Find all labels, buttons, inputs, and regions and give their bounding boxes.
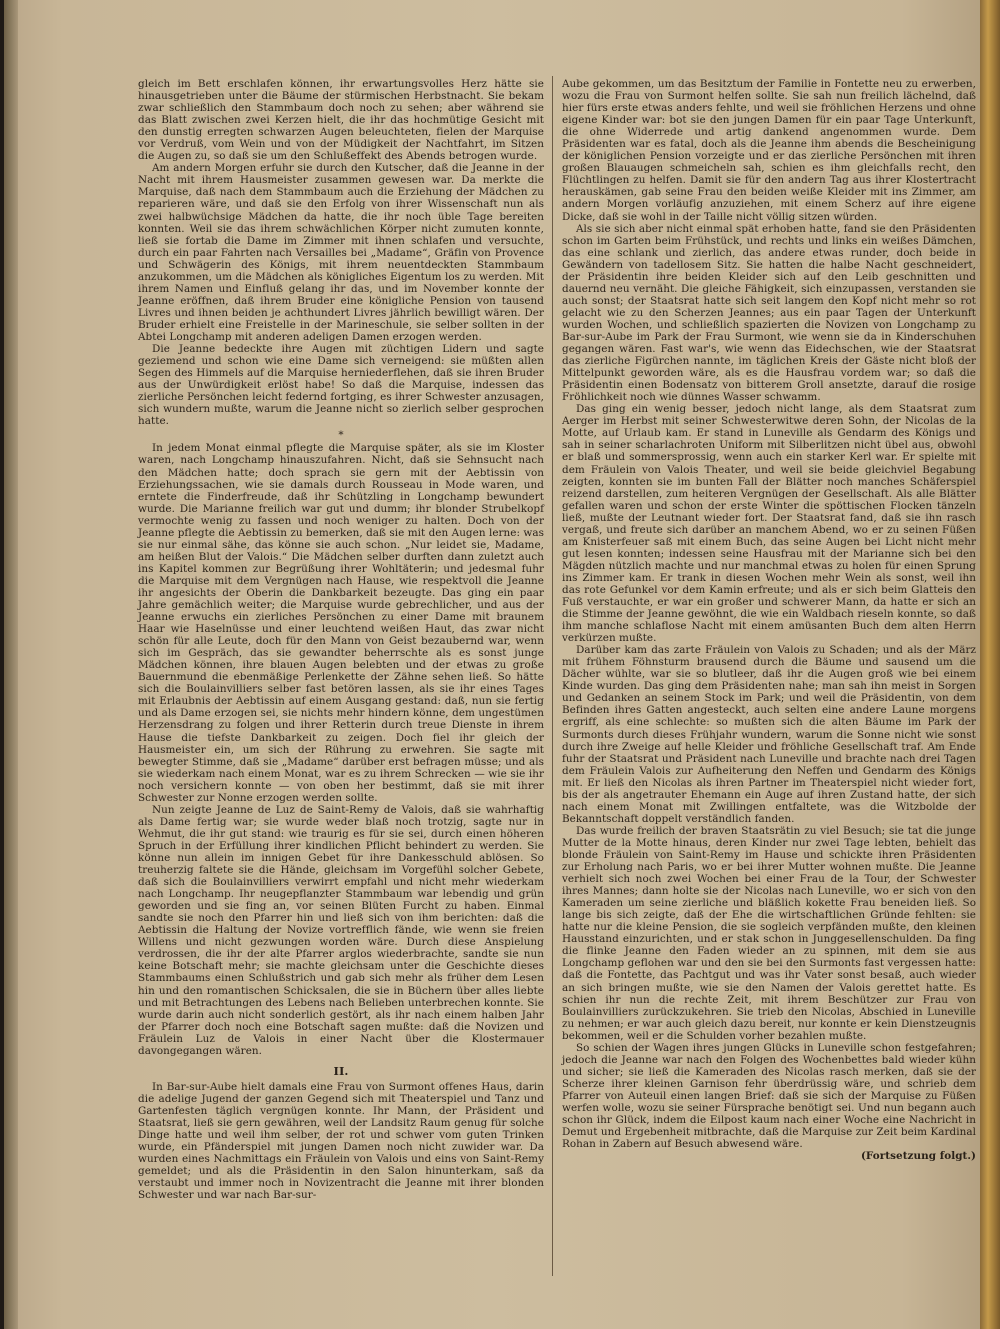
paragraph: In Bar-sur-Aube hielt damals eine Frau von Surmont offenes Haus, darin die adelige Jugend der ganzen Gegend sich mit Theaterspiel und Tanz und Gartenfesten täglich vergnügen konnte. Ihr Mann, der Präsident und Staatsrat, ließ sie gern gewähren, weil der Landsitz Raum genug für solche Dinge hatte und weil ihm selber, der rot und schwer vom guten Trinken wurde, ein Pfänderspiel mit jungen Damen noch nicht zuwider war. Da wurden eines Nachmittags ein Fräulein von Valois und eins von Saint-Remy gemeldet; und als die Präsidentin in den Salon hinunterkam, saß da verstaubt und immer noch in Novizentracht die Jeanne mit ihrer blonden Schwester und war nach Bar-sur-	[138, 1080, 544, 1202]
left-column	[138, 78, 544, 1201]
paragraph: Die Jeanne bedeckte ihre Augen mit züchtigen Lidern und sagte geziemend und schon wie eine Dame sich verneigend: sie müßten allen Segen des Himmels auf die Marquise herniederflehen, daß sie ihren Bruder aus der Unwürdigkeit erlöst habe! So daß die Marquise, indessen das zierliche Persönchen leicht federnd fortging, es ihrer Schwester anzusagen, sich wundern mußte, warum die Jeanne nicht so zierlich selber gesprochen hatte.	[138, 343, 544, 428]
paragraph: Darüber kam das zarte Fräulein von Valois zu Schaden; und als der März mit frühem Föhnsturm brausend durch die Bäume und sausend um die Dächer wühlte, war sie so blutleer, daß ihr die Augen groß wie bei einem Kinde wurden. Das ging dem Präsidenten nahe; man sah ihn meist in Sorgen und Gedanken an seinem Stock im Park; und weil die Präsidentin, von dem Befinden ihres Gatten angesteckt, auch selten eine andere Laune morgens ergriff, als eine schlechte: so mußten sich die alten Bäume im Park der Surmonts durch dieses Frühjahr wundern, warum die Sonne nicht wie sonst durch ihre Zweige auf helle Kleider und fröhliche Gesellschaft traf. Am Ende fuhr der Staatsrat und Präsident nach Luneville und brachte nach drei Tagen dem Fräulein Valois zur Aufheiterung den Neffen und Gendarm des Königs mit. Er ließ den Nicolas als ihren Partner im Theaterspiel nicht wieder fort, bis der als angetrauter Ehemann ein Auge auf ihren Zustand hatte, der sich nach einem Monat mit Zwillingen entfaltete, was die Witzbolde der Bekanntschaft doppelt verständlich fanden.	[562, 644, 976, 825]
paragraph: Am andern Morgen erfuhr sie durch den Kutscher, daß die Jeanne in der Nacht mit ihrem Hausmeister zusammen gewesen war. Da merkte die Marquise, daß nach dem Stammbaum auch die Erziehung der Mädchen zu reparieren wäre, und daß sie den Erfolg von ihrer Wissenschaft nun als zwei halbwüchsige Mädchen da hatte, die ihr noch üble Tage bereiten konnten. Weil sie das ihrem schwächlichen Körper nicht zumuten konnte, ließ sie fortab die Dame im Zimmer mit ihnen schlafen und versuchte, durch ein paar Fahrten nach Versailles bei „Madame“, Gräfin von Provence und Schwägerin des Königs, mit ihrem neuentdeckten Stammbaum anzukommen, um die Mädchen als königliches Eigentum los zu werden. Mit ihrem Namen und Einfluß gelang ihr das, und im November konnte der Jeanne eröffnen, daß ihrem Bruder eine königliche Pension von tausend Livres und ihnen beiden je achthundert Livres jährlich bewilligt wären. Der Bruder erhielt eine Freistelle in der Marineschule, sie selber sollten in der Abtei Longchamp mit anderen adeligen Damen erzogen werden.	[138, 162, 544, 343]
paragraph: Nun zeigte Jeanne de Luz de Saint-Remy de Valois, daß sie wahrhaftig als Dame fertig war; sie wurde weder blaß noch trotzig, sagte nur in Wehmut, die ihr gut stand: wie traurig es für sie sei, durch einen höheren Spruch in der Erfüllung ihrer kindlichen Pflicht behindert zu werden. Sie könne nun allein im innigen Gebet für ihre Dankesschuld ablösen. So treuherzig faltete sie die Hände, gleichsam im Vorgefühl solcher Gebete, daß sich die Boulainvilliers verwirrt empfahl und nicht mehr wiederkam nach Longchamp. Ihr neugepflanzter Stammbaum war lebendig und grün geworden und sie fing an, vor seinen Blüten Furcht zu haben. Einmal sandte sie noch den Pfarrer hin und ließ sich von ihm berichten: daß die Aebtissin die Haltung der Novize vortrefflich fände, wie wenn sie freien Willens und nicht gezwungen worden wäre. Durch diese Anspielung verdrossen, die ihr der alte Pfarrer arglos wiederbrachte, sandte sie nun keine Botschaft mehr; sie machte gleichsam unter die Geschichte dieses Stammbaums einen Schlußstrich und gab sich mehr als früher dem Lesen hin und den romantischen Schicksalen, die sie in Büchern über alles liebte und mit Betrachtungen des Lebens nach Belieben unterbrechen konnte. Sie wurde darin auch nicht sonderlich gestört, als ihr nach einem halben Jahr der Pfarrer doch noch eine Botschaft sagen mußte: daß die Novizen und Fräulein Luz de Valois in einer Nacht über die Klostermauer davongegangen wären.	[138, 803, 544, 1057]
paragraph: In jedem Monat einmal pflegte die Marquise später, als sie im Kloster waren, nach Longchamp hinauszufahren. Nicht, daß sie Sehnsucht nach den Mädchen hatte; doch sprach sie gern mit der Aebtissin von Erziehungssachen, wie sie damals durch Rousseau in Mode waren, und erntete die Finderfreude, daß ihr Schützling in Longchamp bewundert wurde. Die Marianne freilich war gut und dumm; ihr blonder Strubelkopf vermochte wenig zu fassen und noch weniger zu halten. Doch von der Jeanne pflegte die Aebtissin zu bemerken, daß sie mit den Augen lerne: was sie nur einmal sähe, das könne sie auch schon. „Nur leidet sie, Madame, am heißen Blut der Valois.“ Die Mädchen selber durften dann zuletzt auch ins Kapitel kommen zur Begrüßung ihrer Wohltäterin; und jedesmal fuhr die Marquise mit dem Vergnügen nach Hause, wie respektvoll die Jeanne ihr angesichts der Oberin die Dankbarkeit bezeugte. Das ging ein paar Jahre gemächlich weiter; die Marquise wurde gebrechlicher, und aus der Jeanne erwuchs ein zierliches Persönchen zu einer Dame mit braunem Haar wie Haselnüsse und einer leuchtend weißen Haut, das zwar nicht schön für alle Leute, doch für den Mann von Geist bezaubernd war, wenn sich im Gespräch, das sie gewandter beherrschte als es sonst junge Mädchen können, ihre blauen Augen belebten und der etwas zu große Bauernmund die ebenmäßige Perlenkette der Zähne sehen ließ. So hätte sich die Boulainvilliers selber fast betören lassen, als sie ihr eines Tages mit Erlaubnis der Aebtissin auf einem Ausgang gestand: daß, nun sie fertig und als Dame erzogen sei, sie nichts mehr hindern könne, dem ungestümen Herzensdrang zu folgen und ihrer Retterin durch treue Dienste in ihrem Hause die tiefste Dankbarkeit zu zeigen. Doch fiel ihr gleich der Hausmeister ein, um sich der Rührung zu erwehren. Sie sagte mit bewegter Stimme, daß sie „Madame“ darüber erst befragen müsse; und als sie wiederkam nach einem Monat, war es zu ihrem Schrecken — wie sie ihr noch versichern konnte — von oben her bestimmt, daß sie mit ihrer Schwester zur Nonne erzogen werden sollte.	[138, 442, 544, 804]
newspaper-page	[4, 0, 980, 1329]
paragraph: Als sie sich aber nicht einmal spät erhoben hatte, fand sie den Präsidenten schon im Garten beim Frühstück, und rechts und links ein weißes Dämchen, das eine schlank und zierlich, das andere etwas runder, doch beide in Gewändern von tadellosem Sitz. Sie hatten die halbe Nacht geschneidert, der Präsidentin ihre beiden Kleider sich auf den Leib geschnitten und dauernd neu vernäht. Die gleiche Fähigkeit, sich einzupassen, verstanden sie auch sonst; der Staatsrat hatte sich seit langem den Kopf nicht mehr so rot gelacht wie zu den Scherzen Jeannes; aus ein paar Tagen der Unterkunft wurden Wochen, und schließlich spazierten die Novizen von Longchamp zu Bar-sur-Aube im Park der Frau Surmont, wie wenn sie da in Kinderschuhen gegangen wären. Fast war's, wie wenn das Eidechschen, wie der Staatsrat das zierliche Figürchen nannte, im täglichen Kreis der Gäste nicht bloß der Mittelpunkt geworden wäre, als es die Hausfrau vordem war; so daß die Präsidentin einen Bodensatz von bitterem Groll ansetzte, darauf die rosige Fröhlichkeit noch wie dünnes Wasser schwamm.	[562, 222, 976, 404]
section-separator: *	[338, 429, 344, 442]
section-heading: II.	[333, 1063, 349, 1078]
column-divider	[552, 76, 553, 1276]
paragraph: Das wurde freilich der braven Staatsrätin zu viel Besuch; sie tat die junge Mutter de la Motte hinaus, deren Kinder nur zwei Tage lebten, behielt das blonde Fräulein von Saint-Remy im Hause und schickte ihren Präsidenten zur Erholung nach Paris, wo er bei ihrer Mutter wohnen mußte. Die Jeanne verhielt sich noch zwei Wochen bei einer Frau de la Tour, der Schwester ihres Mannes; dann holte sie der Nicolas nach Luneville, wo er sich von den Kameraden um seine zierliche und bläßlich kokette Frau beneiden ließ. So lange bis sich zeigte, daß der Ehe die wirtschaftlichen Gründe fehlten: sie hatte nur die kleine Pension, die sie sogleich verpfänden mußte, den kleinen Hausstand einzurichten, und er stak schon in Junggesellenschulden. Da fing die flinke Jeanne den Faden wieder an zu spinnen, mit dem sie aus Longchamp geflohen war und den sie bei den Surmonts fast vergessen hatte: daß die Fontette, das Pachtgut und was ihr Vater sonst besaß, auch wieder an sich bringen mußte, wie sie den Namen der Valois gerettet hatte. Es schien ihr nun die rechte Zeit, mit ihrem Beschützer zur Frau von Boulainvilliers zurückzukehren. Sie trieb den Nicolas, Abschied in Luneville zu nehmen; er war auch gleich dazu bereit, nur konnte er kein Dienstzeugnis bekommen, weil er die Schulden vorher bezahlen mußte.	[562, 824, 976, 1042]
paragraph: Aube gekommen, um das Besitztum der Familie in Fontette neu zu erwerben, wozu die Frau von Surmont helfen sollte. Sie sah nun freilich lächelnd, daß hier fürs erste etwas anders fehlte, und weil sie fröhlichen Herzens und ohne eigene Kinder war: bot sie den jungen Damen für ein paar Tage Unterkunft, die ohne Widerrede und artig dankend angenommen wurde. Dem Präsidenten war es fatal, doch als die Jeanne ihm abends die Bescheinigung der königlichen Pension vorzeigte und er das zierliche Persönchen mit ihren großen Blauaugen schmeicheln sah, schien es ihm gleichfalls recht, den Flüchtlingen zu helfen. Damit sie für den andern Tag aus ihrer Klostertracht herauskämen, gab seine Frau den beiden weiße Kleider mit ins Zimmer, am andern Morgen vorläufig anzuziehen, mit einem Scherz auf ihre eigene Dicke, daß sie wohl in der Taille nicht völlig sitzen würden.	[562, 78, 976, 223]
binding-gutter	[4, 0, 18, 1329]
continuation-note: (Fortsetzung folgt.)	[860, 1150, 976, 1163]
right-column	[562, 78, 976, 1162]
book-edge	[980, 0, 1000, 1329]
paragraph: Das ging ein wenig besser, jedoch nicht lange, als dem Staatsrat zum Aerger im Herbst mit seiner Schwesterwitwe deren Sohn, der Nicolas de la Motte, auf Urlaub kam. Er stand in Luneville als Gendarm des Königs und sah in seiner scharlachroten Uniform mit Silberlitzen nicht übel aus, obwohl er blaß und sommersprossig, wenn auch ein starker Kerl war. Er spielte mit dem Fräulein von Valois Theater, und weil sie beide gleichviel Begabung zeigten, konnten sie im bunten Fall der Blätter noch manches Schäferspiel reizend darstellen, zum heiteren Vergnügen der Gesellschaft. Als alle Blätter gefallen waren und schon der erste Winter die spöttischen Flocken tänzeln ließ, mußte der Leutnant wieder fort. Der Staatsrat fand, daß sie ihn rasch vergaß, und freute sich darüber an manchem Abend, wo er zu seinen Füßen am Knisterfeuer saß mit einem Buch, das seine Augen bei Licht nicht mehr gut lesen konnten; indessen seine Hausfrau mit der Marianne sich bei den Mägden nützlich machte und nur manchmal etwas zu holen für einen Sprung ins Zimmer kam. Er trank in diesen Wochen mehr Wein als sonst, weil ihn das rote Gefunkel vor dem Kamin erfreute; und als er sich beim Glatteis den Fuß verstauchte, er war ein großer und schwerer Mann, da hatte er sich an die Stimme der Jeanne gewöhnt, die wie ein Waldbach rieseln konnte, so daß ihm manche schlaflose Nacht mit einem amüsanten Buch dem alten Herrn verkürzen mußte.	[562, 403, 976, 645]
paragraph: gleich im Bett erschlafen können, ihr erwartungsvolles Herz hätte sie hinausgetrieben unter die Bäume der stürmischen Herbstnacht. Sie bekam zwar schließlich den Stammbaum doch noch zu sehen; aber während sie das Blatt zwischen zwei Kerzen hielt, die ihr das hochmütige Gesicht mit den dunstig erregten schwarzen Augen beleuchteten, fielen der Marquise vor Verdruß, vom Wein und von der Müdigkeit der Nachtfahrt, im Sitzen die Augen zu, so daß sie um den Schlußeffekt des Abends betrogen wurde.	[138, 78, 544, 163]
paragraph: So schien der Wagen ihres jungen Glücks in Luneville schon festgefahren; jedoch die Jeanne war nach den Folgen des Wochenbettes bald wieder kühn und sicher; sie ließ die Kameraden des Nicolas rasch merken, daß sie der Scherze ihrer kleinen Garnison fehr überdrüssig wäre, und schrieb dem Pfarrer von Auteuil einen langen Brief: daß sie sich der Marquise zu Füßen werfen wolle, wozu sie seiner Fürsprache benötigt sei. Und nun begann auch schon ihr Glück, indem die Eilpost kaum nach einer Woche eine Nachricht in Demut und Ergebenheit mitbrachte, daß die Marquise zur Zeit beim Kardinal Rohan in Zabern auf Besuch abwesend wäre.	[562, 1041, 976, 1151]
